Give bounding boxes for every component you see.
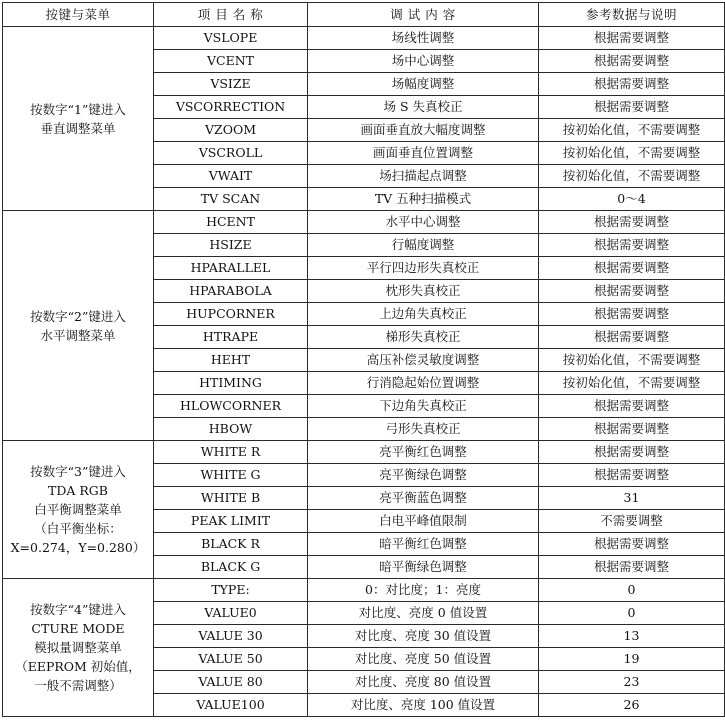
item-name-cell: HPARABOLA [154, 280, 308, 303]
content-cell: 0：对比度；1：亮度 [308, 579, 539, 602]
menu-group-cell [3, 211, 154, 441]
reference-cell: 13 [539, 625, 725, 648]
content-cell: 场线性调整 [308, 27, 539, 50]
item-name-cell: VALUE 80 [154, 671, 308, 694]
reference-cell: 根据需要调整 [539, 533, 725, 556]
menu-line: 一般不需调整） [34, 678, 122, 693]
reference-cell: 0～4 [539, 188, 725, 211]
reference-cell: 根据需要调整 [539, 418, 725, 441]
reference-cell: 按初始化值，不需要调整 [539, 142, 725, 165]
item-name-cell: WHITE B [154, 487, 308, 510]
table-row [3, 579, 725, 602]
content-cell: 亮平衡红色调整 [308, 441, 539, 464]
reference-cell: 0 [539, 602, 725, 625]
content-cell: 场扫描起点调整 [308, 165, 539, 188]
menu-line: CTURE MODE [31, 621, 125, 636]
reference-cell: 不需要调整 [539, 510, 725, 533]
adjustment-table [2, 2, 725, 717]
content-cell: 场 S 失真校正 [308, 96, 539, 119]
content-cell: 行消隐起始位置调整 [308, 372, 539, 395]
reference-cell: 26 [539, 694, 725, 717]
content-cell: 暗平衡绿色调整 [308, 556, 539, 579]
menu-line: 按数字“3”键进入 [30, 464, 126, 479]
reference-cell: 19 [539, 648, 725, 671]
content-cell: 行幅度调整 [308, 234, 539, 257]
table-row [3, 27, 725, 50]
content-cell: 白电平峰值限制 [308, 510, 539, 533]
item-name-cell: PEAK LIMIT [154, 510, 308, 533]
item-name-cell: HTIMING [154, 372, 308, 395]
reference-cell: 根据需要调整 [539, 50, 725, 73]
item-name-cell: VSLOPE [154, 27, 308, 50]
reference-cell: 根据需要调整 [539, 395, 725, 418]
item-name-cell: TYPE: [154, 579, 308, 602]
content-cell: 场幅度调整 [308, 73, 539, 96]
header-reference: 参考数据与说明 [539, 3, 725, 27]
content-cell: 画面垂直位置调整 [308, 142, 539, 165]
item-name-cell: VSCORRECTION [154, 96, 308, 119]
content-cell: 高压补偿灵敏度调整 [308, 349, 539, 372]
reference-cell: 根据需要调整 [539, 27, 725, 50]
content-cell: 场中心调整 [308, 50, 539, 73]
item-name-cell: VWAIT [154, 165, 308, 188]
content-cell: 亮平衡蓝色调整 [308, 487, 539, 510]
menu-line: 白平衡调整菜单 [34, 502, 122, 517]
reference-cell: 根据需要调整 [539, 96, 725, 119]
content-cell: 下边角失真校正 [308, 395, 539, 418]
table-body [3, 27, 725, 717]
reference-cell: 按初始化值，不需要调整 [539, 119, 725, 142]
menu-line: 垂直调整菜单 [40, 120, 116, 136]
menu-line: X=0.274，Y=0.280） [10, 540, 146, 555]
menu-line: （白平衡坐标： [34, 521, 122, 536]
menu-line: 按数字“2”键进入 [30, 308, 126, 324]
menu-line: 水平调整菜单 [40, 327, 116, 343]
content-cell: 上边角失真校正 [308, 303, 539, 326]
menu-line: TDA RGB [48, 483, 108, 498]
content-cell: 对比度、亮度 50 值设置 [308, 648, 539, 671]
item-name-cell: VALUE 50 [154, 648, 308, 671]
menu-line: （EEPROM 初始值， [15, 659, 141, 674]
content-cell: TV 五种扫描模式 [308, 188, 539, 211]
item-name-cell: VCENT [154, 50, 308, 73]
item-name-cell: HLOWCORNER [154, 395, 308, 418]
content-cell: 对比度、亮度 30 值设置 [308, 625, 539, 648]
item-name-cell: HUPCORNER [154, 303, 308, 326]
header-item-name: 项 目 名 称 [154, 3, 308, 27]
item-name-cell: VALUE100 [154, 694, 308, 717]
content-cell: 暗平衡红色调整 [308, 533, 539, 556]
content-cell: 弓形失真校正 [308, 418, 539, 441]
item-name-cell: WHITE G [154, 464, 308, 487]
reference-cell: 按初始化值，不需要调整 [539, 349, 725, 372]
content-cell: 亮平衡绿色调整 [308, 464, 539, 487]
reference-cell: 根据需要调整 [539, 326, 725, 349]
menu-group-cell [3, 441, 154, 579]
content-cell: 水平中心调整 [308, 211, 539, 234]
header-menu: 按键与菜单 [3, 3, 154, 27]
menu-group-cell [3, 579, 154, 717]
content-cell: 对比度、亮度 80 值设置 [308, 671, 539, 694]
reference-cell: 按初始化值，不需要调整 [539, 372, 725, 395]
content-cell: 画面垂直放大幅度调整 [308, 119, 539, 142]
reference-cell: 根据需要调整 [539, 73, 725, 96]
item-name-cell: HPARALLEL [154, 257, 308, 280]
reference-cell: 0 [539, 579, 725, 602]
item-name-cell: TV SCAN [154, 188, 308, 211]
item-name-cell: WHITE R [154, 441, 308, 464]
content-cell: 平行四边形失真校正 [308, 257, 539, 280]
item-name-cell: VSIZE [154, 73, 308, 96]
item-name-cell: HSIZE [154, 234, 308, 257]
item-name-cell: VALUE0 [154, 602, 308, 625]
reference-cell: 31 [539, 487, 725, 510]
item-name-cell: VALUE 30 [154, 625, 308, 648]
menu-line: 按数字“1”键进入 [30, 101, 126, 117]
reference-cell: 根据需要调整 [539, 441, 725, 464]
item-name-cell: HCENT [154, 211, 308, 234]
reference-cell: 根据需要调整 [539, 280, 725, 303]
content-cell: 对比度、亮度 0 值设置 [308, 602, 539, 625]
header-content: 调 试 内 容 [308, 3, 539, 27]
reference-cell: 23 [539, 671, 725, 694]
table-row [3, 441, 725, 464]
content-cell: 梯形失真校正 [308, 326, 539, 349]
header-row [3, 3, 725, 27]
item-name-cell: BLACK R [154, 533, 308, 556]
content-cell: 枕形失真校正 [308, 280, 539, 303]
reference-cell: 根据需要调整 [539, 556, 725, 579]
menu-group-cell [3, 27, 154, 211]
item-name-cell: VSCROLL [154, 142, 308, 165]
item-name-cell: HEHT [154, 349, 308, 372]
item-name-cell: BLACK G [154, 556, 308, 579]
reference-cell: 根据需要调整 [539, 303, 725, 326]
menu-line: 按数字“4”键进入 [30, 602, 126, 617]
reference-cell: 根据需要调整 [539, 234, 725, 257]
item-name-cell: HBOW [154, 418, 308, 441]
reference-cell: 根据需要调整 [539, 211, 725, 234]
reference-cell: 根据需要调整 [539, 464, 725, 487]
item-name-cell: VZOOM [154, 119, 308, 142]
reference-cell: 根据需要调整 [539, 257, 725, 280]
reference-cell: 按初始化值，不需要调整 [539, 165, 725, 188]
menu-line: 模拟量调整菜单 [34, 640, 122, 655]
table-row [3, 211, 725, 234]
content-cell: 对比度、亮度 100 值设置 [308, 694, 539, 717]
item-name-cell: HTRAPE [154, 326, 308, 349]
